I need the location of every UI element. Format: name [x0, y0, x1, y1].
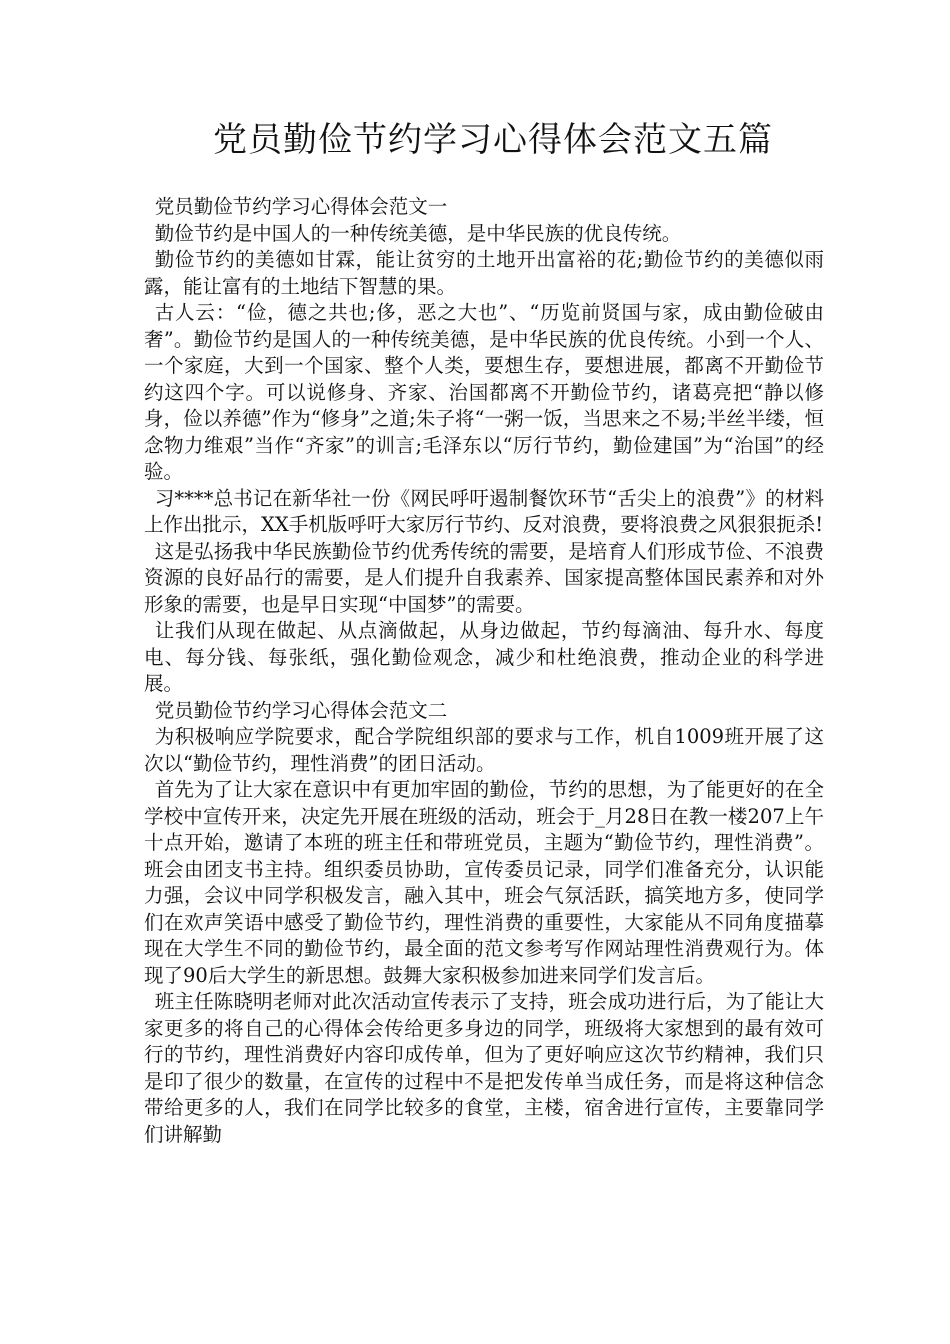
paragraph: 这是弘扬我中华民族勤俭节约优秀传统的需要，是培育人们形成节俭、不浪费资源的良好品行的需要，是人们提升自我素养、国家提高整体国民素养和对外形象的需要，也是早日实现“中国梦”的需要。 [144, 539, 824, 616]
paragraph: 勤俭节约是中国人的一种传统美德，是中华民族的优良传统。 [154, 221, 682, 245]
paragraph: 古人云：“俭，德之共也;侈，恶之大也”、“历览前贤国与家，成由勤俭破由奢”。勤俭节约是国人的一种传统美德，是中华民族的优良传统。小到一个人、一个家庭，大到一个国家、整个人类，要想生存，要想进展，都离不开勤俭节约这四个字。可以说修身、齐家、治国都离不开勤俭节约，诸葛亮把“静以修身，俭以养德”作为“修身”之道;朱子将“一粥一饭，当思来之不易;半丝半缕，恒念物力维艰”当作“齐家”的训言;毛泽东以“厉行节约，勤俭建国”为“治国”的经验。 [144, 301, 824, 483]
document-body [144, 194, 824, 1148]
paragraph: 习****总书记在新华社一份《网民呼吁遏制餐饮环节“舌尖上的浪费”》的材料上作出批示，XX手机版呼吁大家厉行节约、反对浪费，要将浪费之风狠狠扼杀! [144, 486, 824, 536]
paragraph: 让我们从现在做起、从点滴做起，从身边做起，节约每滴油、每升水、每度电、每分钱、每张纸，强化勤俭观念，减少和杜绝浪费，推动企业的科学进展。 [144, 619, 824, 695]
document-title: 党员勤俭节约学习心得体会范文五篇 [213, 120, 773, 160]
section-heading: 党员勤俭节约学习心得体会范文二 [154, 698, 448, 722]
paragraph: 班主任陈晓明老师对此次活动宣传表示了支持，班会成功进行后，为了能让大家更多的将自己的心得体会传给更多身边的同学，班级将大家想到的最有效可行的节约，理性消费好内容印成传单，但为了更好响应这次节约精神，我们只是印了很少的数量，在宣传的过程中不是把发传单当成任务，而是将这种信念带给更多的人，我们在同学比较多的食堂，主楼，宿舍进行宣传，主要靠同学们讲解勤 [144, 990, 824, 1146]
paragraph: 为积极响应学院要求，配合学院组织部的要求与工作，机自1009班开展了这次以“勤俭节约，理性消费”的团日活动。 [144, 725, 824, 775]
section-heading: 党员勤俭节约学习心得体会范文一 [154, 195, 448, 218]
paragraph: 勤俭节约的美德如甘霖，能让贫穷的土地开出富裕的花;勤俭节约的美德似雨露，能让富有的土地结下智慧的果。 [144, 248, 824, 298]
document-page [144, 118, 824, 1148]
paragraph: 首先为了让大家在意识中有更加牢固的勤俭，节约的思想，为了能更好的在全学校中宣传开来，决定先开展在班级的活动，班会于_月28日在教一楼207上午十点开始，邀请了本班的班主任和带班党员，主题为“勤俭节约，理性消费”。班会由团支书主持。组织委员协助，宣传委员记录，同学们准备充分，认识能力强，会议中同学积极发言，融入其中，班会气氛活跃，搞笑地方多，使同学们在欢声笑语中感受了勤俭节约，理性消费的重要性，大家能从不同角度描摹现在大学生不同的勤俭节约，最全面的范文参考写作网站理性消费观行为。体现了90后大学生的新思想。鼓舞大家积极参加进来同学们发言后。 [144, 778, 824, 987]
